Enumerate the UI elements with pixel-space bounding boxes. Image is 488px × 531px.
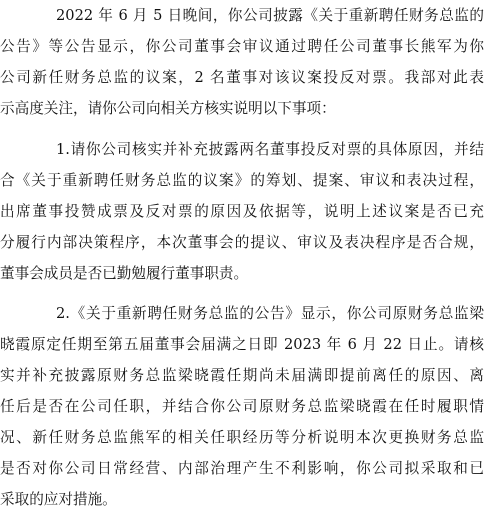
paragraph-intro-line-1: 2022 年 6 月 5 日晚间，你公司披露《关于重新聘任财务总监的: [56, 7, 484, 24]
paragraph-item-2-line-2: 晓霞原定任期至第五届董事会届满之日即 2023 年 6 月 22 日止。请核: [0, 336, 484, 353]
paragraph-item-2-line-3: 实并补充披露原财务总监梁晓霞任期尚未届满即提前离任的原因、离: [0, 367, 484, 384]
paragraph-item-1-line-5: 董事会成员是否已勤勉履行董事职责。: [0, 265, 249, 282]
paragraph-item-2-line-6: 是否对你公司日常经营、内部治理产生不利影响，你公司拟采取和已: [0, 460, 484, 477]
paragraph-item-1-line-1: 1.请你公司核实并补充披露两名董事投反对票的具体原因，并结: [56, 141, 484, 158]
paragraph-item-1-line-2: 合《关于重新聘任财务总监的议案》的筹划、提案、审议和表决过程，: [0, 172, 484, 189]
paragraph-intro-line-3: 公司新任财务总监的议案，2 名董事对该议案投反对票。我部对此表: [0, 69, 484, 86]
paragraph-item-2-line-5: 况、新任财务总监熊军的相关任职经历等分析说明本次更换财务总监: [0, 429, 484, 446]
paragraph-item-2-line-7: 采取的应对措施。: [0, 491, 117, 508]
paragraph-intro-line-4: 示高度关注，请你公司向相关方核实说明以下事项：: [0, 100, 336, 117]
paragraph-item-2-line-4: 任后是否在公司任职，并结合你公司原财务总监梁晓霞在任时履职情: [0, 398, 484, 415]
paragraph-intro-line-2: 公告》等公告显示，你公司董事会审议通过聘任公司董事长熊军为你: [0, 38, 484, 55]
paragraph-item-1-line-3: 出席董事投赞成票及反对票的原因及依据等，说明上述议案是否已充: [0, 203, 484, 220]
paragraph-item-2-line-1: 2.《关于重新聘任财务总监的公告》显示，你公司原财务总监梁: [56, 305, 484, 322]
paragraph-item-1-line-4: 分履行内部决策程序，本次董事会的提议、审议及表决程序是否合规，: [0, 234, 484, 251]
